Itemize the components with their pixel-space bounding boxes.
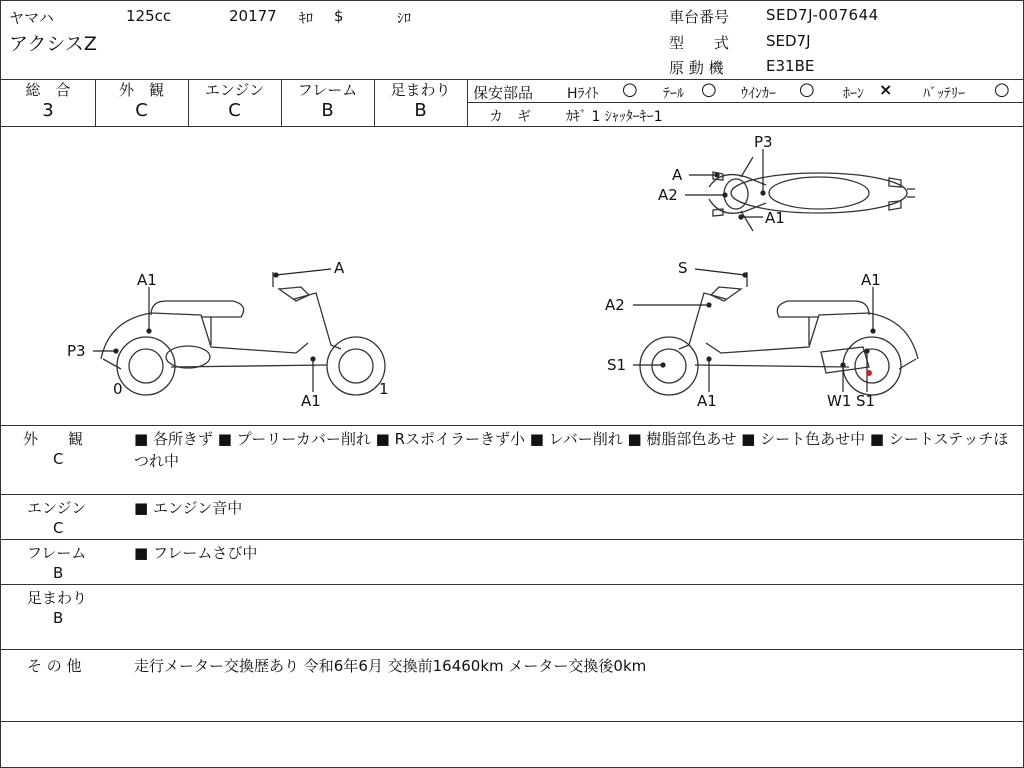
diagram-label: A1	[301, 392, 321, 410]
frame-grade-value: B	[321, 100, 334, 121]
diagram-label: 0	[113, 380, 123, 398]
frame-section-label: フレーム	[27, 544, 87, 562]
maker: ヤマハ	[9, 9, 54, 27]
frame-remarks: ■ フレームさび中	[134, 544, 258, 562]
frame-grade	[281, 79, 374, 125]
model-name: アクシスZ	[9, 33, 97, 55]
winker-label: ｳｲﾝｶｰ	[741, 86, 776, 102]
mileage: 20177	[229, 7, 277, 25]
chassis-section-grade: B	[53, 609, 64, 627]
diagram-label: W1	[827, 392, 852, 410]
diagram-label: A2	[658, 186, 678, 204]
other-remarks: 走行メーター交換歴あり 令和6年6月 交換前16460km メーター交換後0km	[134, 657, 647, 675]
engine-grade	[188, 79, 281, 125]
headlight-ok-mark: ○	[622, 79, 638, 100]
displacement: 125cc	[126, 7, 172, 25]
engine-section-label: エンジン	[27, 499, 87, 517]
key-label: カ ギ	[489, 109, 531, 125]
type-value: SED7J	[766, 32, 811, 50]
chassis-grade	[374, 79, 467, 125]
overall-grade-label: 総 合	[25, 81, 71, 99]
scooter-right-view	[640, 272, 918, 395]
type-label: 型 式	[669, 34, 730, 52]
engine-remarks: ■ エンジン音中	[134, 499, 243, 517]
winker-ok-mark: ○	[799, 79, 815, 100]
horn-ng-mark: ×	[879, 80, 893, 99]
diagram-label: A2	[605, 296, 625, 314]
diagram-label: A	[672, 166, 683, 184]
frame-no-label: 車台番号	[669, 8, 730, 26]
body-color: ｼﾛ	[397, 11, 411, 27]
diagram-label: 1	[379, 380, 389, 398]
engine-model-value: E31BE	[766, 57, 815, 75]
diagram-label: P3	[67, 342, 86, 360]
key-value: ｶｷﾞ 1 ｼｬｯﾀｰｷｰ1	[566, 109, 663, 125]
battery-ok-mark: ○	[994, 79, 1010, 100]
exterior-section-label: 外 観	[23, 430, 84, 448]
scooter-top-view	[709, 157, 915, 231]
overall-grade-value: 3	[42, 100, 54, 121]
diagram-label: S1	[856, 392, 876, 410]
diagram-label: A	[334, 259, 345, 277]
frame-section-grade: B	[53, 564, 64, 582]
frame-grade-label: フレーム	[297, 81, 358, 99]
damage-mark	[866, 370, 872, 376]
engine-grade-value: C	[228, 100, 241, 121]
exterior-grade-value: C	[135, 100, 148, 121]
mileage-unit: ｷﾛ	[299, 11, 313, 27]
currency-mark: $	[334, 7, 344, 25]
headlight-label: Hﾗｲﾄ	[567, 86, 599, 102]
safety-label: 保安部品	[473, 84, 534, 102]
other-section-label: そ の 他	[27, 657, 82, 675]
diagram-label: A1	[765, 209, 785, 227]
exterior-remarks: ■ 各所きず ■ プーリーカバー削れ ■ Rスポイラーきず小 ■ レバー削れ ■ 樹脂部色あせ ■ シート色あせ中 ■ シートステッチほつれ中	[134, 430, 1009, 470]
taillight-label: ﾃｰﾙ	[663, 86, 684, 102]
engine-grade-label: エンジン	[204, 81, 265, 99]
diagram-label: A1	[861, 271, 881, 289]
overall-grade	[1, 79, 95, 125]
damage-diagram	[1, 127, 1023, 425]
diagram-label: A1	[697, 392, 717, 410]
chassis-grade-label: 足まわり	[390, 81, 451, 99]
exterior-section-grade: C	[53, 450, 64, 468]
frame-no: SED7J-007644	[766, 6, 879, 24]
exterior-grade-label: 外 観	[118, 81, 164, 99]
engine-model-label: 原 動 機	[669, 59, 724, 77]
exterior-grade	[95, 79, 188, 125]
chassis-section-label: 足まわり	[27, 589, 88, 607]
diagram-label: S	[678, 259, 688, 277]
battery-label: ﾊﾞｯﾃﾘｰ	[923, 86, 965, 102]
scooter-left-view	[101, 272, 385, 395]
diagram-label: P3	[754, 133, 773, 151]
chassis-grade-value: B	[414, 100, 427, 121]
diagram-label: S1	[607, 356, 627, 374]
diagram-label: A1	[137, 271, 157, 289]
taillight-ok-mark: ○	[701, 79, 717, 100]
engine-section-grade: C	[53, 519, 64, 537]
horn-label: ﾎｰﾝ	[843, 86, 864, 102]
